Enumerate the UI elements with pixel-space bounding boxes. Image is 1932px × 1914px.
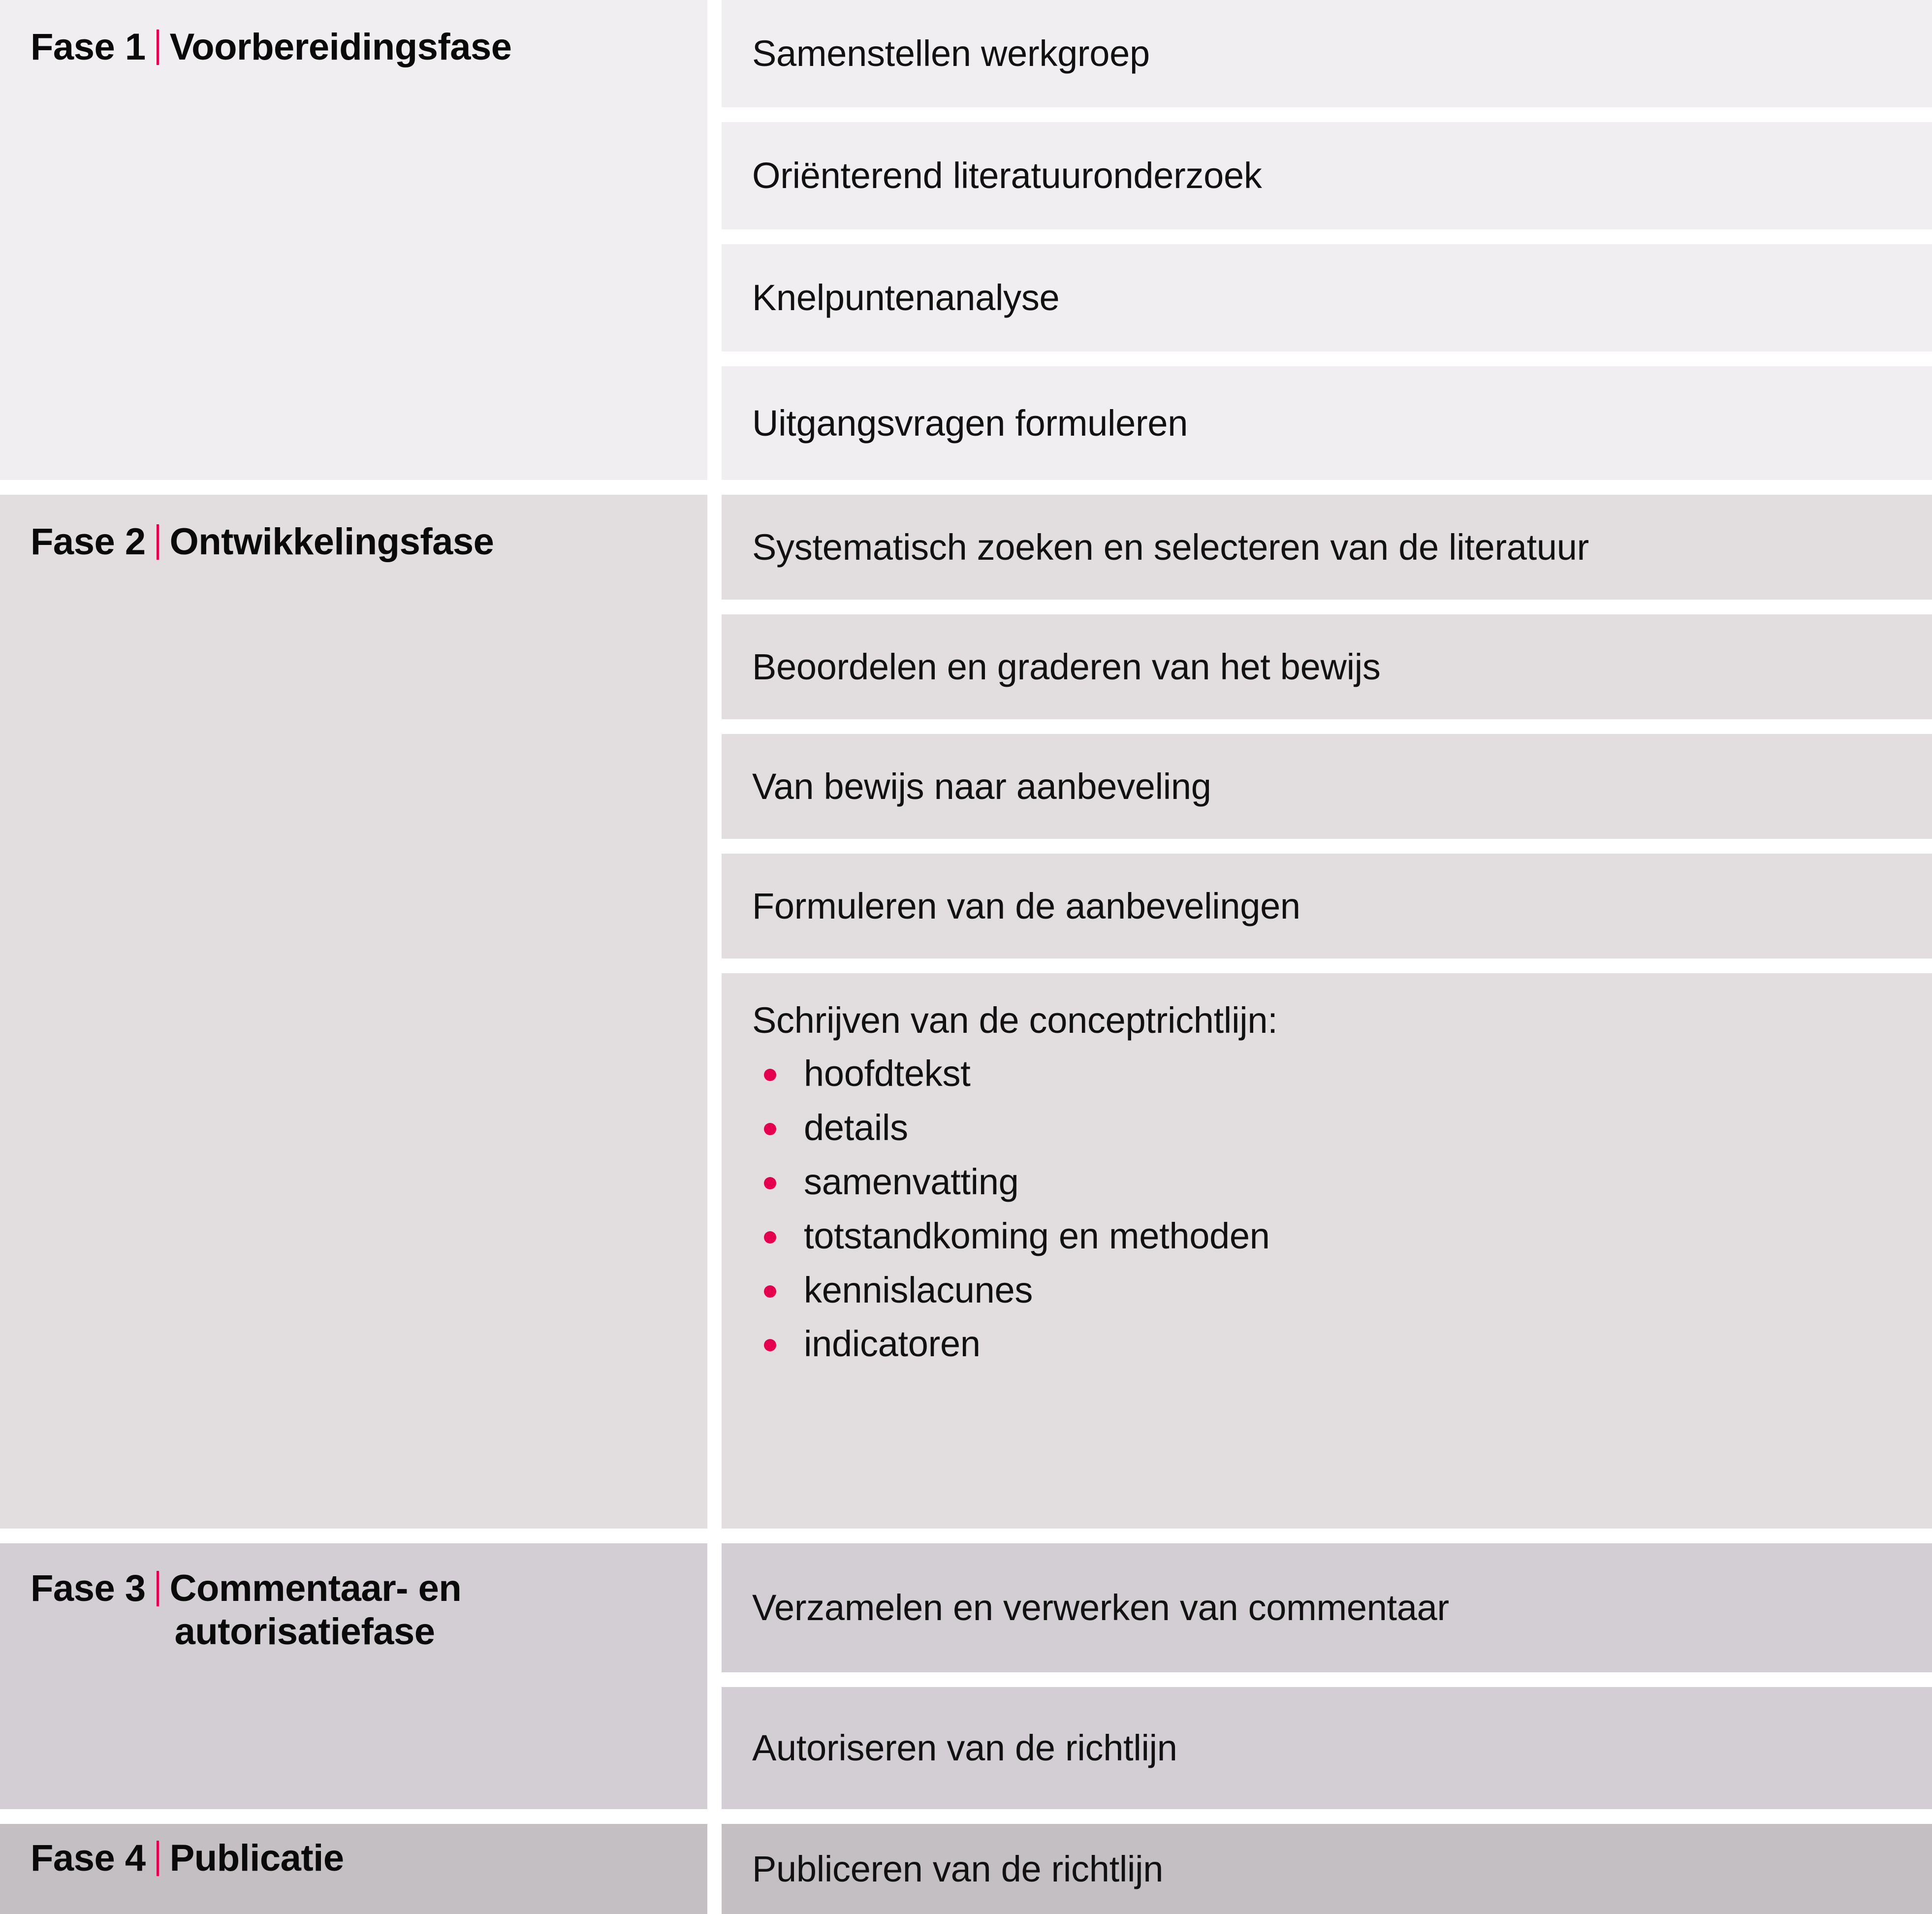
step-label: Verzamelen en verwerken van commentaar	[752, 1587, 1449, 1628]
step-label: Systematisch zoeken en selecteren van de literatuur	[752, 526, 1589, 568]
phase-name-1: Voorbereidingsfase	[169, 26, 512, 68]
phase-divider-icon-4	[157, 1841, 159, 1876]
phase-divider-icon-1	[157, 30, 159, 65]
phase-number-3: Fase 3	[31, 1567, 146, 1609]
list-item	[752, 1107, 1920, 1149]
phase-number-1: Fase 1	[31, 26, 146, 68]
step-cell-2-1	[722, 495, 1932, 600]
list-item	[752, 1323, 1920, 1365]
step-cell-3-2	[722, 1687, 1932, 1809]
list-item-label: hoofdtekst	[804, 1053, 971, 1094]
step-cell-4-1	[722, 1824, 1932, 1914]
phase-label-cell-3	[0, 1543, 707, 1809]
phase-name-line1: Commentaar- en	[169, 1567, 462, 1609]
step-label: Uitgangsvragen formuleren	[752, 402, 1188, 444]
step-label: Knelpuntenanalyse	[752, 277, 1060, 319]
bullet-dot-icon	[764, 1177, 776, 1189]
phase-name-2: Ontwikkelingsfase	[169, 521, 494, 563]
step-cell-1-4	[722, 366, 1932, 480]
step-cell-1-3	[722, 244, 1932, 351]
concept-guideline-bullet-list	[752, 1053, 1920, 1365]
bullet-dot-icon	[764, 1339, 776, 1351]
list-item	[752, 1053, 1920, 1095]
step-label: Van bewijs naar aanbeveling	[752, 766, 1211, 807]
phase-name-line2: autorisatiefase	[174, 1611, 435, 1653]
step-cell-2-3	[722, 734, 1932, 839]
step-label: Samenstellen werkgroep	[752, 33, 1150, 74]
step-label: Formuleren van de aanbevelingen	[752, 885, 1300, 926]
list-item-label: totstandkoming en methoden	[804, 1215, 1270, 1256]
step-label: Oriënterend literatuuronderzoek	[752, 155, 1262, 196]
phase-number-2: Fase 2	[31, 521, 146, 563]
bullet-dot-icon	[764, 1231, 776, 1244]
list-item	[752, 1269, 1920, 1311]
step-cell-3-1	[722, 1543, 1932, 1672]
step-label: Beoordelen en graderen van het bewijs	[752, 646, 1381, 687]
phase-divider-icon-3	[157, 1571, 159, 1606]
phase-label-cell-2	[0, 495, 707, 1529]
phase-name-3	[170, 1567, 707, 1654]
list-item	[752, 1215, 1920, 1257]
bullet-dot-icon	[764, 1123, 776, 1135]
bullet-dot-icon	[764, 1285, 776, 1298]
step-cell-2-2	[722, 614, 1932, 719]
phase-name-4: Publicatie	[169, 1837, 344, 1879]
phase-number-4: Fase 4	[31, 1837, 146, 1879]
concept-guideline-block	[752, 999, 1920, 1377]
bullet-dot-icon	[764, 1069, 776, 1081]
step-label: Autoriseren van de richtlijn	[752, 1727, 1177, 1769]
phase-label-cell-1	[0, 0, 707, 480]
list-item-label: kennislacunes	[804, 1269, 1033, 1310]
step-cell-1-2	[722, 122, 1932, 229]
step-label: Publiceren van de richtlijn	[752, 1848, 1164, 1889]
list-item-label: samenvatting	[804, 1161, 1019, 1202]
step-cell-2-5	[722, 973, 1932, 1529]
phase-divider-icon-2	[157, 524, 159, 560]
list-item-label: details	[804, 1107, 908, 1148]
phase-label-cell-4	[0, 1824, 707, 1914]
step-label: Schrijven van de conceptrichtlijn:	[752, 1000, 1278, 1041]
step-cell-1-1	[722, 0, 1932, 107]
step-cell-2-4	[722, 854, 1932, 958]
list-item-label: indicatoren	[804, 1323, 981, 1365]
list-item	[752, 1161, 1920, 1203]
